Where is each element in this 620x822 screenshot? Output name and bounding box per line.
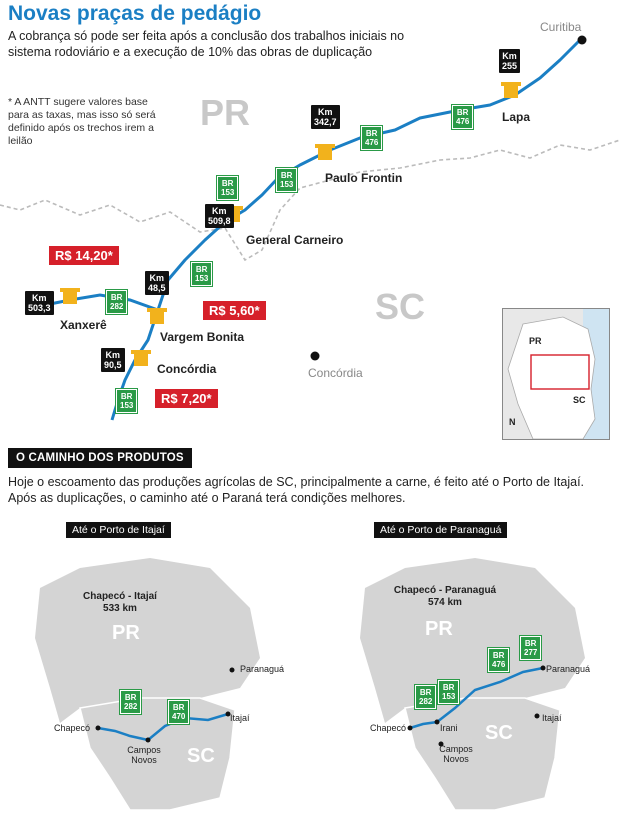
br-shield: BR 153 [276,168,297,192]
inset-label-pr: PR [529,336,542,346]
br-shield: BR 153 [438,680,459,704]
right-state-sc: SC [485,722,513,744]
br-shield: BR 476 [452,105,473,129]
section-heading: O CAMINHO DOS PRODUTOS [8,448,192,468]
br-shield: BR 282 [106,290,127,314]
page-subtitle: A cobrança só pode ser feita após a conclusão dos trabalhos iniciais no sistema rodoviário e a execução de 10% das obras de duplicação [8,29,405,59]
right-route-label: Chapecó - Paranaguá 574 km [393,585,497,608]
km-marker-paulo-frontin: Km 342,7 [311,105,340,129]
br-shield: BR 476 [488,648,509,672]
br-shield: BR 153 [217,176,238,200]
footnote: * A ANTT sugere valores base para as taxas, mas isso só será definido após os trechos irem a leilão [8,96,156,147]
br-shield: BR 153 [191,262,212,286]
br-shield: BR 470 [168,700,189,724]
br-shield: BR 476 [361,126,382,150]
state-label-sc: SC [375,286,426,327]
right-map-heading: Até o Porto de Paranaguá [374,522,507,538]
right-city-irani: Irani [440,723,458,733]
price-concordia: R$ 7,20* [155,389,218,408]
page-title: Novas praças de pedágio [8,2,262,25]
inset-map [502,308,610,440]
left-city-chapeco: Chapecó [54,723,91,733]
left-city-paranagua: Paranaguá [240,664,285,674]
left-route-label: Chapecó - Itajaí 533 km [83,591,157,614]
city-paulo-frontin: Paulo Frontin [325,171,403,185]
inset-label-sc: SC [573,395,586,405]
br-shield: BR 282 [120,690,141,714]
city-general-carneiro: General Carneiro [246,233,344,247]
right-city-chapeco: Chapecó [370,723,407,733]
km-marker-xanxere: Km 503,3 [25,291,54,315]
price-vargem-bonita: R$ 5,60* [203,301,266,320]
km-marker-vargem-bonita: Km 48,5 [145,271,169,295]
left-map [20,548,290,818]
km-marker-lapa: Km 255 [499,49,520,73]
price-xanxere: R$ 14,20* [49,246,119,265]
left-state-sc: SC [187,745,215,767]
left-city-itajai: Itajaí [230,713,250,723]
right-city-paranagua: Paranaguá [546,664,591,674]
br-shield: BR 282 [415,685,436,709]
state-label-pr: PR [200,92,251,133]
city-concordia: Concórdia [308,366,363,380]
city-xanxere: Xanxerê [60,318,107,332]
km-marker-concordia: Km 90,5 [101,348,125,372]
br-shield: BR 277 [520,636,541,660]
left-map-heading: Até o Porto de Itajaí [66,522,171,538]
left-city-campos-novos: Campos Novos [127,745,161,765]
inset-map-shape [503,309,609,439]
km-marker-general-carneiro: Km 509,8 [205,204,234,228]
city-vargem-bonita: Vargem Bonita [160,330,245,344]
right-city-campos-novos: Campos Novos [439,744,473,764]
section-text: Hoje o escoamento das produções agrícolas de SC, principalmente a carne, é feito até o Porto de Itajaí. Após as duplicações, o caminho até o Paraná terá condições melhores. [8,475,585,505]
concordia-dot [311,352,320,361]
city-curitiba: Curitiba [540,20,582,34]
xanxere-branch [45,295,158,310]
curitiba-dot [578,36,587,45]
br-shield: BR 153 [116,389,137,413]
right-city-itajai: Itajaí [542,713,562,723]
left-state-pr: PR [112,622,140,644]
city-lapa: Lapa [502,110,531,124]
city-concordia-toll: Concórdia [157,362,217,376]
north-arrow-icon: N [509,417,516,427]
right-state-pr: PR [425,618,453,640]
